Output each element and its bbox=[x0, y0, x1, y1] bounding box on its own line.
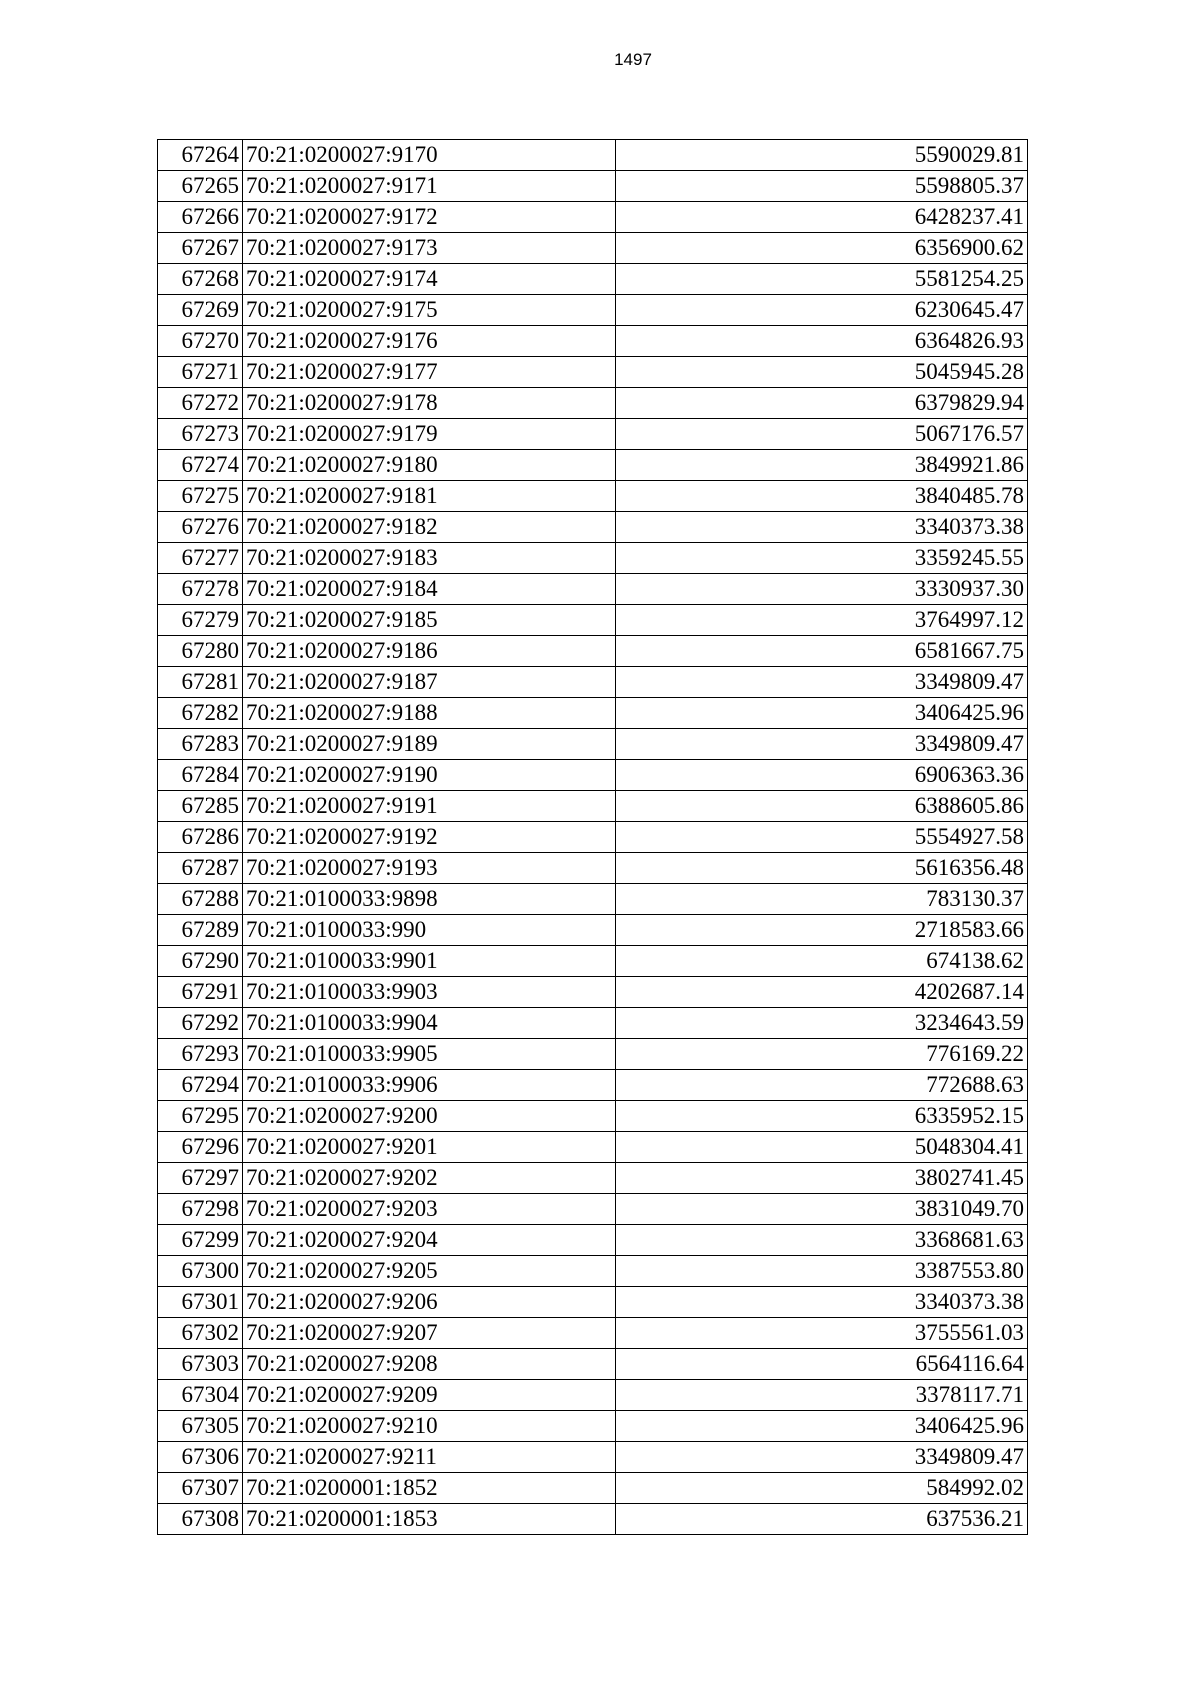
cadastral-value-cell: 3340373.38 bbox=[616, 512, 1028, 543]
table-row bbox=[158, 171, 1028, 202]
cadastral-value-cell: 6379829.94 bbox=[616, 388, 1028, 419]
cadastral-value-cell: 3349809.47 bbox=[616, 729, 1028, 760]
cadastral-number-cell: 70:21:0200027:9179 bbox=[243, 419, 616, 450]
table-row bbox=[158, 388, 1028, 419]
row-number-cell: 67281 bbox=[158, 667, 243, 698]
table-row bbox=[158, 202, 1028, 233]
row-number-cell: 67285 bbox=[158, 791, 243, 822]
cadastral-value-cell: 3406425.96 bbox=[616, 1411, 1028, 1442]
cadastral-value-cell: 6581667.75 bbox=[616, 636, 1028, 667]
table-row bbox=[158, 822, 1028, 853]
table-row bbox=[158, 1473, 1028, 1504]
table-row bbox=[158, 233, 1028, 264]
row-number-cell: 67286 bbox=[158, 822, 243, 853]
cadastral-number-cell: 70:21:0200027:9171 bbox=[243, 171, 616, 202]
cadastral-number-cell: 70:21:0200027:9188 bbox=[243, 698, 616, 729]
cadastral-number-cell: 70:21:0200027:9178 bbox=[243, 388, 616, 419]
row-number-cell: 67284 bbox=[158, 760, 243, 791]
table-row bbox=[158, 1442, 1028, 1473]
cadastral-number-cell: 70:21:0200027:9208 bbox=[243, 1349, 616, 1380]
cadastral-value-table bbox=[157, 139, 1028, 1535]
row-number-cell: 67275 bbox=[158, 481, 243, 512]
row-number-cell: 67283 bbox=[158, 729, 243, 760]
cadastral-number-cell: 70:21:0200027:9189 bbox=[243, 729, 616, 760]
cadastral-number-cell: 70:21:0100033:9904 bbox=[243, 1008, 616, 1039]
cadastral-number-cell: 70:21:0200027:9180 bbox=[243, 450, 616, 481]
table-row bbox=[158, 1380, 1028, 1411]
cadastral-value-cell: 6906363.36 bbox=[616, 760, 1028, 791]
row-number-cell: 67270 bbox=[158, 326, 243, 357]
table-row bbox=[158, 450, 1028, 481]
row-number-cell: 67307 bbox=[158, 1473, 243, 1504]
cadastral-value-cell: 5067176.57 bbox=[616, 419, 1028, 450]
table-row bbox=[158, 264, 1028, 295]
row-number-cell: 67305 bbox=[158, 1411, 243, 1442]
cadastral-number-cell: 70:21:0100033:9905 bbox=[243, 1039, 616, 1070]
row-number-cell: 67289 bbox=[158, 915, 243, 946]
table-row bbox=[158, 698, 1028, 729]
table-row bbox=[158, 1101, 1028, 1132]
row-number-cell: 67269 bbox=[158, 295, 243, 326]
row-number-cell: 67264 bbox=[158, 140, 243, 171]
row-number-cell: 67298 bbox=[158, 1194, 243, 1225]
cadastral-value-cell: 3340373.38 bbox=[616, 1287, 1028, 1318]
row-number-cell: 67290 bbox=[158, 946, 243, 977]
table-row bbox=[158, 1318, 1028, 1349]
cadastral-number-cell: 70:21:0200027:9176 bbox=[243, 326, 616, 357]
cadastral-number-cell: 70:21:0200027:9184 bbox=[243, 574, 616, 605]
cadastral-value-cell: 3349809.47 bbox=[616, 667, 1028, 698]
row-number-cell: 67277 bbox=[158, 543, 243, 574]
cadastral-value-cell: 3849921.86 bbox=[616, 450, 1028, 481]
cadastral-number-cell: 70:21:0200027:9201 bbox=[243, 1132, 616, 1163]
row-number-cell: 67301 bbox=[158, 1287, 243, 1318]
cadastral-value-cell: 3349809.47 bbox=[616, 1442, 1028, 1473]
cadastral-value-cell: 3831049.70 bbox=[616, 1194, 1028, 1225]
row-number-cell: 67267 bbox=[158, 233, 243, 264]
cadastral-number-cell: 70:21:0200027:9174 bbox=[243, 264, 616, 295]
cadastral-value-cell: 584992.02 bbox=[616, 1473, 1028, 1504]
table-row bbox=[158, 636, 1028, 667]
row-number-cell: 67291 bbox=[158, 977, 243, 1008]
cadastral-number-cell: 70:21:0200001:1853 bbox=[243, 1504, 616, 1535]
cadastral-number-cell: 70:21:0200027:9177 bbox=[243, 357, 616, 388]
row-number-cell: 67306 bbox=[158, 1442, 243, 1473]
table-row bbox=[158, 326, 1028, 357]
cadastral-value-cell: 3840485.78 bbox=[616, 481, 1028, 512]
cadastral-number-cell: 70:21:0200027:9182 bbox=[243, 512, 616, 543]
table-row bbox=[158, 419, 1028, 450]
cadastral-number-cell: 70:21:0200027:9206 bbox=[243, 1287, 616, 1318]
cadastral-number-cell: 70:21:0200027:9190 bbox=[243, 760, 616, 791]
cadastral-value-cell: 674138.62 bbox=[616, 946, 1028, 977]
table-row bbox=[158, 1194, 1028, 1225]
cadastral-number-cell: 70:21:0200027:9203 bbox=[243, 1194, 616, 1225]
cadastral-number-cell: 70:21:0200027:9183 bbox=[243, 543, 616, 574]
row-number-cell: 67304 bbox=[158, 1380, 243, 1411]
cadastral-value-cell: 6364826.93 bbox=[616, 326, 1028, 357]
row-number-cell: 67294 bbox=[158, 1070, 243, 1101]
cadastral-value-cell: 3406425.96 bbox=[616, 698, 1028, 729]
cadastral-value-cell: 6388605.86 bbox=[616, 791, 1028, 822]
table-row bbox=[158, 1411, 1028, 1442]
cadastral-value-cell: 3387553.80 bbox=[616, 1256, 1028, 1287]
table-row bbox=[158, 295, 1028, 326]
cadastral-number-cell: 70:21:0200027:9181 bbox=[243, 481, 616, 512]
row-number-cell: 67295 bbox=[158, 1101, 243, 1132]
cadastral-number-cell: 70:21:0200027:9186 bbox=[243, 636, 616, 667]
row-number-cell: 67271 bbox=[158, 357, 243, 388]
row-number-cell: 67288 bbox=[158, 884, 243, 915]
cadastral-value-cell: 4202687.14 bbox=[616, 977, 1028, 1008]
cadastral-value-cell: 3755561.03 bbox=[616, 1318, 1028, 1349]
cadastral-number-cell: 70:21:0200027:9205 bbox=[243, 1256, 616, 1287]
table-row bbox=[158, 1163, 1028, 1194]
cadastral-value-cell: 5048304.41 bbox=[616, 1132, 1028, 1163]
cadastral-number-cell: 70:21:0200027:9209 bbox=[243, 1380, 616, 1411]
cadastral-number-cell: 70:21:0100033:9903 bbox=[243, 977, 616, 1008]
row-number-cell: 67299 bbox=[158, 1225, 243, 1256]
row-number-cell: 67279 bbox=[158, 605, 243, 636]
row-number-cell: 67303 bbox=[158, 1349, 243, 1380]
table-row bbox=[158, 1039, 1028, 1070]
row-number-cell: 67308 bbox=[158, 1504, 243, 1535]
cadastral-number-cell: 70:21:0100033:990 bbox=[243, 915, 616, 946]
table-row bbox=[158, 1132, 1028, 1163]
cadastral-value-cell: 5581254.25 bbox=[616, 264, 1028, 295]
cadastral-number-cell: 70:21:0200001:1852 bbox=[243, 1473, 616, 1504]
cadastral-number-cell: 70:21:0200027:9210 bbox=[243, 1411, 616, 1442]
table-row bbox=[158, 357, 1028, 388]
cadastral-value-cell: 5598805.37 bbox=[616, 171, 1028, 202]
cadastral-value-cell: 5045945.28 bbox=[616, 357, 1028, 388]
cadastral-number-cell: 70:21:0200027:9192 bbox=[243, 822, 616, 853]
row-number-cell: 67292 bbox=[158, 1008, 243, 1039]
cadastral-value-cell: 637536.21 bbox=[616, 1504, 1028, 1535]
table-row bbox=[158, 1070, 1028, 1101]
table-row bbox=[158, 1008, 1028, 1039]
cadastral-number-cell: 70:21:0200027:9170 bbox=[243, 140, 616, 171]
table-row bbox=[158, 729, 1028, 760]
cadastral-value-cell: 3764997.12 bbox=[616, 605, 1028, 636]
cadastral-number-cell: 70:21:0200027:9172 bbox=[243, 202, 616, 233]
cadastral-number-cell: 70:21:0200027:9193 bbox=[243, 853, 616, 884]
table-row bbox=[158, 140, 1028, 171]
table-row bbox=[158, 1256, 1028, 1287]
cadastral-number-cell: 70:21:0100033:9898 bbox=[243, 884, 616, 915]
table-row bbox=[158, 760, 1028, 791]
cadastral-value-cell: 3378117.71 bbox=[616, 1380, 1028, 1411]
cadastral-value-cell: 3802741.45 bbox=[616, 1163, 1028, 1194]
table-row bbox=[158, 574, 1028, 605]
cadastral-number-cell: 70:21:0100033:9906 bbox=[243, 1070, 616, 1101]
cadastral-value-cell: 5590029.81 bbox=[616, 140, 1028, 171]
row-number-cell: 67282 bbox=[158, 698, 243, 729]
cadastral-value-cell: 6428237.41 bbox=[616, 202, 1028, 233]
table-row bbox=[158, 791, 1028, 822]
cadastral-number-cell: 70:21:0200027:9185 bbox=[243, 605, 616, 636]
cadastral-value-cell: 3359245.55 bbox=[616, 543, 1028, 574]
cadastral-number-cell: 70:21:0200027:9202 bbox=[243, 1163, 616, 1194]
cadastral-value-cell: 6564116.64 bbox=[616, 1349, 1028, 1380]
cadastral-number-cell: 70:21:0200027:9207 bbox=[243, 1318, 616, 1349]
table-row bbox=[158, 481, 1028, 512]
cadastral-value-cell: 6230645.47 bbox=[616, 295, 1028, 326]
row-number-cell: 67266 bbox=[158, 202, 243, 233]
table-row bbox=[158, 667, 1028, 698]
table-row bbox=[158, 1504, 1028, 1535]
table-row bbox=[158, 977, 1028, 1008]
table-row bbox=[158, 543, 1028, 574]
cadastral-value-cell: 3234643.59 bbox=[616, 1008, 1028, 1039]
cadastral-number-cell: 70:21:0200027:9187 bbox=[243, 667, 616, 698]
cadastral-value-cell: 3368681.63 bbox=[616, 1225, 1028, 1256]
table-row bbox=[158, 1287, 1028, 1318]
table-row bbox=[158, 605, 1028, 636]
cadastral-value-cell: 2718583.66 bbox=[616, 915, 1028, 946]
row-number-cell: 67302 bbox=[158, 1318, 243, 1349]
cadastral-value-cell: 5554927.58 bbox=[616, 822, 1028, 853]
cadastral-number-cell: 70:21:0200027:9204 bbox=[243, 1225, 616, 1256]
cadastral-number-cell: 70:21:0200027:9211 bbox=[243, 1442, 616, 1473]
row-number-cell: 67287 bbox=[158, 853, 243, 884]
cadastral-value-cell: 6356900.62 bbox=[616, 233, 1028, 264]
cadastral-number-cell: 70:21:0200027:9173 bbox=[243, 233, 616, 264]
row-number-cell: 67297 bbox=[158, 1163, 243, 1194]
row-number-cell: 67278 bbox=[158, 574, 243, 605]
table-row bbox=[158, 512, 1028, 543]
table-row bbox=[158, 884, 1028, 915]
row-number-cell: 67293 bbox=[158, 1039, 243, 1070]
cadastral-number-cell: 70:21:0100033:9901 bbox=[243, 946, 616, 977]
row-number-cell: 67268 bbox=[158, 264, 243, 295]
cadastral-number-cell: 70:21:0200027:9175 bbox=[243, 295, 616, 326]
table-row bbox=[158, 1225, 1028, 1256]
table-row bbox=[158, 853, 1028, 884]
table-body bbox=[158, 140, 1028, 1535]
row-number-cell: 67296 bbox=[158, 1132, 243, 1163]
row-number-cell: 67276 bbox=[158, 512, 243, 543]
cadastral-value-cell: 5616356.48 bbox=[616, 853, 1028, 884]
row-number-cell: 67273 bbox=[158, 419, 243, 450]
row-number-cell: 67300 bbox=[158, 1256, 243, 1287]
cadastral-value-cell: 783130.37 bbox=[616, 884, 1028, 915]
cadastral-value-cell: 6335952.15 bbox=[616, 1101, 1028, 1132]
row-number-cell: 67265 bbox=[158, 171, 243, 202]
table-row bbox=[158, 946, 1028, 977]
cadastral-number-cell: 70:21:0200027:9191 bbox=[243, 791, 616, 822]
table-row bbox=[158, 1349, 1028, 1380]
cadastral-value-cell: 776169.22 bbox=[616, 1039, 1028, 1070]
cadastral-number-cell: 70:21:0200027:9200 bbox=[243, 1101, 616, 1132]
cadastral-value-cell: 3330937.30 bbox=[616, 574, 1028, 605]
row-number-cell: 67280 bbox=[158, 636, 243, 667]
row-number-cell: 67272 bbox=[158, 388, 243, 419]
table-row bbox=[158, 915, 1028, 946]
row-number-cell: 67274 bbox=[158, 450, 243, 481]
cadastral-value-cell: 772688.63 bbox=[616, 1070, 1028, 1101]
page-number: 1497 bbox=[614, 50, 652, 69]
